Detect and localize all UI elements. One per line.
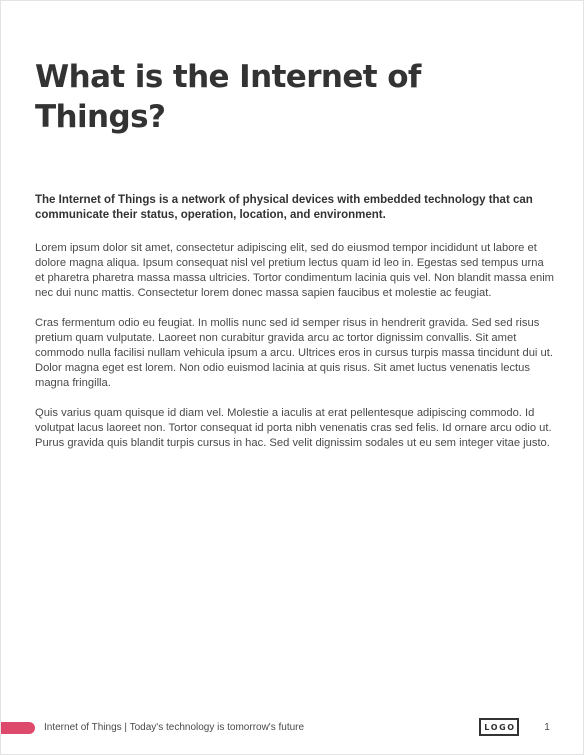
body-paragraph-3: Quis varius quam quisque id diam vel. Molestie a iaculis at erat pellentesque adipiscing commodo. Id volutpat lacus laoreet non. Tortor consequat id porta nibh venenatis cras sed felis. Id ornare arcu odio ut. Purus gravida quis blandit turpis cursus in hac. Sed velit dignissim sodales ut eu sem integer vitae justo. [35, 407, 552, 449]
body-paragraph-1: Lorem ipsum dolor sit amet, consectetur adipiscing elit, sed do eiusmod tempor incididunt ut labore et dolore magna aliqua. Ipsum consequat nisl vel pretium lectus quam id leo in. Egestas sed tempus urna et pharetra pharetra massa massa ultricies. Tortor condimentum lacinia quis vel. Non blandit massa enim nec dui nunc mattis. Consectetur lorem donec massa sapien faucibus et molestie ac feugiat. [35, 242, 555, 299]
body-paragraph-2: Cras fermentum odio eu feugiat. In mollis nunc sed id semper risus in hendrerit gravida. Sed sed risus pretium quam vulputate. Laoreet non curabitur gravida arcu ac tortor dignissim convallis. Sit amet commodo nulla facilisi nullam vehicula ipsum a arcu. Ultrices eros in cursus turpis massa tincidunt dui ut. Dolor magna eget est lorem. Non odio euismod lacinia at quis risus. Sit amet luctus venenatis lectus magna fringilla. [35, 317, 553, 389]
page-title: What is the Internet of Things? [35, 59, 421, 135]
body-content [35, 193, 555, 466]
page-number: 1 [544, 722, 550, 733]
footer-accent-bar [1, 722, 35, 734]
footer-text: Internet of Things | Today's technology is tomorrow's future [44, 722, 305, 733]
logo: LOGO [479, 718, 519, 736]
lead-paragraph: The Internet of Things is a network of physical devices with embedded technology that can communicate their status, operation, location, and environment. [35, 194, 533, 221]
